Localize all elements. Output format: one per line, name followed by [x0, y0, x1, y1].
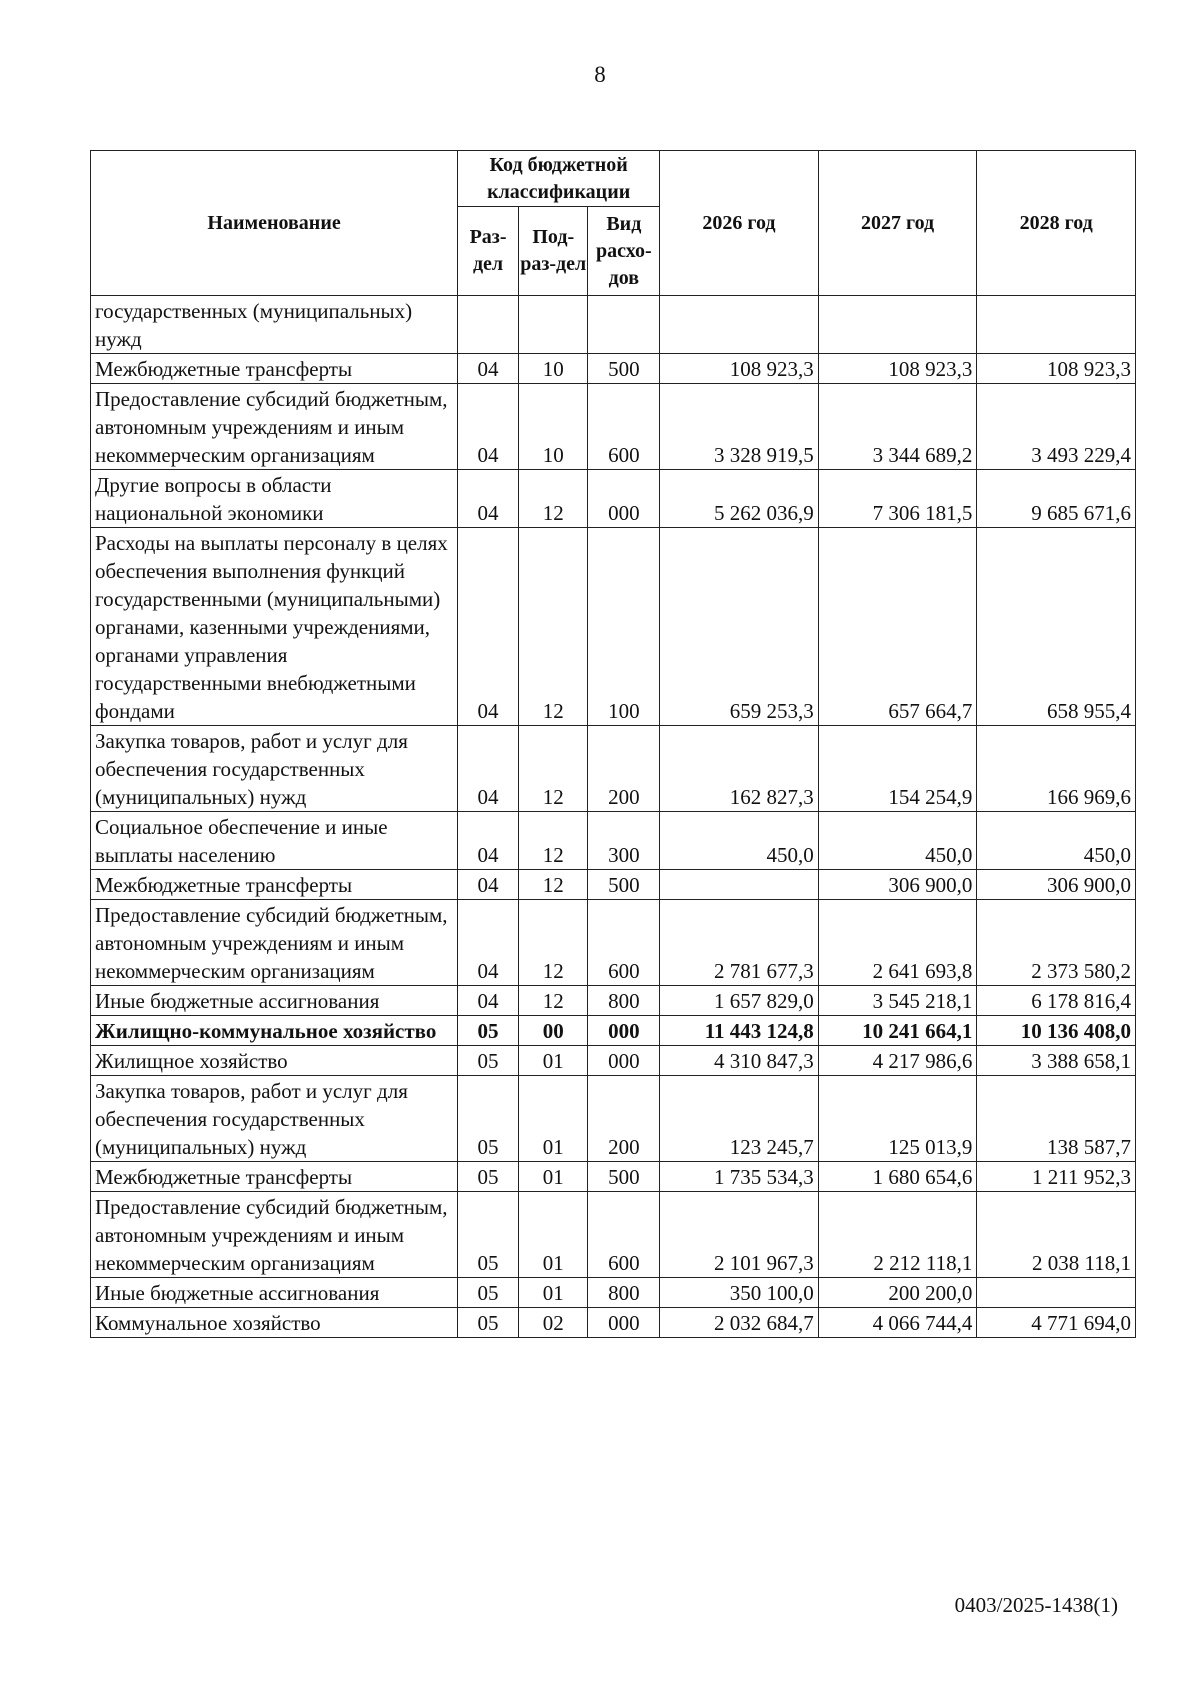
row-name-cell: Жилищное хозяйство [91, 1046, 458, 1076]
row-podrazdel-cell: 12 [518, 470, 588, 528]
budget-table [90, 150, 1136, 1338]
row-name-cell: Закупка товаров, работ и услуг для обеспечения государственных (муниципальных) нужд [91, 1076, 458, 1162]
row-vid-cell: 000 [588, 470, 660, 528]
row-name-cell: Межбюджетные трансферты [91, 870, 458, 900]
row-2026-cell [660, 870, 819, 900]
row-podrazdel-cell: 12 [518, 812, 588, 870]
table-row [91, 870, 1136, 900]
row-2027-cell: 2 212 118,1 [818, 1192, 977, 1278]
row-2026-cell: 1 657 829,0 [660, 986, 819, 1016]
row-2028-cell: 3 493 229,4 [977, 384, 1136, 470]
row-2026-cell [660, 296, 819, 354]
row-name-cell: Предоставление субсидий бюджетным, автономным учреждениям и иным некоммерческим организациям [91, 384, 458, 470]
row-razdel-cell: 04 [458, 870, 519, 900]
table-row [91, 470, 1136, 528]
row-2026-cell: 162 827,3 [660, 726, 819, 812]
row-2028-cell: 2 373 580,2 [977, 900, 1136, 986]
row-2027-cell: 108 923,3 [818, 354, 977, 384]
row-vid-cell: 300 [588, 812, 660, 870]
row-podrazdel-cell: 12 [518, 900, 588, 986]
row-podrazdel-cell: 10 [518, 384, 588, 470]
row-vid-cell: 500 [588, 1162, 660, 1192]
table-row [91, 354, 1136, 384]
row-2026-cell: 350 100,0 [660, 1278, 819, 1308]
row-2027-cell: 306 900,0 [818, 870, 977, 900]
row-2026-cell: 659 253,3 [660, 528, 819, 726]
row-razdel-cell [458, 296, 519, 354]
table-row [91, 1076, 1136, 1162]
row-razdel-cell: 04 [458, 900, 519, 986]
row-name-cell: Предоставление субсидий бюджетным, автономным учреждениям и иным некоммерческим организациям [91, 900, 458, 986]
table-header [91, 151, 1136, 296]
row-podrazdel-cell: 01 [518, 1076, 588, 1162]
row-razdel-cell: 04 [458, 812, 519, 870]
row-podrazdel-cell: 10 [518, 354, 588, 384]
row-2026-cell: 123 245,7 [660, 1076, 819, 1162]
page-number: 8 [594, 62, 606, 87]
row-2028-cell: 2 038 118,1 [977, 1192, 1136, 1278]
row-2027-cell: 10 241 664,1 [818, 1016, 977, 1046]
row-razdel-cell: 05 [458, 1016, 519, 1046]
row-vid-cell: 000 [588, 1308, 660, 1338]
row-2026-cell: 1 735 534,3 [660, 1162, 819, 1192]
row-2027-cell: 4 217 986,6 [818, 1046, 977, 1076]
row-razdel-cell: 05 [458, 1046, 519, 1076]
row-razdel-cell: 04 [458, 470, 519, 528]
row-2027-cell: 4 066 744,4 [818, 1308, 977, 1338]
row-podrazdel-cell: 01 [518, 1046, 588, 1076]
row-2028-cell: 3 388 658,1 [977, 1046, 1136, 1076]
row-2028-cell: 658 955,4 [977, 528, 1136, 726]
row-name-cell: Закупка товаров, работ и услуг для обеспечения государственных (муниципальных) нужд [91, 726, 458, 812]
table-row [91, 1308, 1136, 1338]
row-name-cell: государственных (муниципальных) нужд [91, 296, 458, 354]
header-2028: 2028 год [977, 151, 1136, 296]
row-podrazdel-cell: 12 [518, 528, 588, 726]
table-row [91, 528, 1136, 726]
row-vid-cell: 500 [588, 870, 660, 900]
header-code-group: Код бюджетной классификации [458, 151, 660, 207]
table-row [91, 726, 1136, 812]
row-razdel-cell: 05 [458, 1076, 519, 1162]
row-2027-cell: 154 254,9 [818, 726, 977, 812]
row-2026-cell: 11 443 124,8 [660, 1016, 819, 1046]
row-2028-cell [977, 1278, 1136, 1308]
row-razdel-cell: 04 [458, 528, 519, 726]
row-2027-cell [818, 296, 977, 354]
row-name-cell: Иные бюджетные ассигнования [91, 1278, 458, 1308]
row-2026-cell: 4 310 847,3 [660, 1046, 819, 1076]
row-vid-cell: 600 [588, 900, 660, 986]
row-vid-cell: 000 [588, 1016, 660, 1046]
row-2028-cell: 450,0 [977, 812, 1136, 870]
row-name-cell: Коммунальное хозяйство [91, 1308, 458, 1338]
document-code: 0403/2025-1438(1) [954, 1593, 1118, 1617]
row-razdel-cell: 05 [458, 1192, 519, 1278]
row-vid-cell: 500 [588, 354, 660, 384]
row-2028-cell: 10 136 408,0 [977, 1016, 1136, 1046]
row-2028-cell: 9 685 671,6 [977, 470, 1136, 528]
row-podrazdel-cell: 02 [518, 1308, 588, 1338]
row-2027-cell: 450,0 [818, 812, 977, 870]
row-2027-cell: 125 013,9 [818, 1076, 977, 1162]
row-name-cell: Межбюджетные трансферты [91, 1162, 458, 1192]
header-2027: 2027 год [818, 151, 977, 296]
row-name-cell: Предоставление субсидий бюджетным, автономным учреждениям и иным некоммерческим организациям [91, 1192, 458, 1278]
row-name-cell: Иные бюджетные ассигнования [91, 986, 458, 1016]
row-vid-cell: 200 [588, 726, 660, 812]
table-row [91, 1278, 1136, 1308]
row-2028-cell [977, 296, 1136, 354]
row-razdel-cell: 05 [458, 1278, 519, 1308]
row-vid-cell: 600 [588, 1192, 660, 1278]
row-2028-cell: 138 587,7 [977, 1076, 1136, 1162]
header-2026: 2026 год [660, 151, 819, 296]
row-podrazdel-cell: 12 [518, 986, 588, 1016]
row-2028-cell: 166 969,6 [977, 726, 1136, 812]
header-podrazdel: Под-раз-дел [518, 207, 588, 296]
row-2027-cell: 2 641 693,8 [818, 900, 977, 986]
table-row [91, 1016, 1136, 1046]
row-2027-cell: 657 664,7 [818, 528, 977, 726]
table-row [91, 1162, 1136, 1192]
row-razdel-cell: 05 [458, 1162, 519, 1192]
row-podrazdel-cell: 12 [518, 726, 588, 812]
header-razdel: Раз-дел [458, 207, 519, 296]
row-name-cell: Другие вопросы в области национальной экономики [91, 470, 458, 528]
row-podrazdel-cell: 01 [518, 1162, 588, 1192]
row-podrazdel-cell: 01 [518, 1192, 588, 1278]
row-2026-cell: 2 032 684,7 [660, 1308, 819, 1338]
row-name-cell: Жилищно-коммунальное хозяйство [91, 1016, 458, 1046]
row-2026-cell: 3 328 919,5 [660, 384, 819, 470]
table-row [91, 900, 1136, 986]
row-vid-cell [588, 296, 660, 354]
row-razdel-cell: 05 [458, 1308, 519, 1338]
row-name-cell: Социальное обеспечение и иные выплаты населению [91, 812, 458, 870]
row-2027-cell: 200 200,0 [818, 1278, 977, 1308]
row-vid-cell: 200 [588, 1076, 660, 1162]
row-2026-cell: 5 262 036,9 [660, 470, 819, 528]
header-vid: Вид расхо-дов [588, 207, 660, 296]
row-2028-cell: 6 178 816,4 [977, 986, 1136, 1016]
row-podrazdel-cell: 01 [518, 1278, 588, 1308]
row-2027-cell: 1 680 654,6 [818, 1162, 977, 1192]
row-2027-cell: 3 545 218,1 [818, 986, 977, 1016]
row-razdel-cell: 04 [458, 986, 519, 1016]
table-row [91, 296, 1136, 354]
row-2028-cell: 4 771 694,0 [977, 1308, 1136, 1338]
row-2028-cell: 1 211 952,3 [977, 1162, 1136, 1192]
table-row [91, 1192, 1136, 1278]
row-2026-cell: 450,0 [660, 812, 819, 870]
row-name-cell: Расходы на выплаты персоналу в целях обеспечения выполнения функций государственными (муниципальными) органами, казенными учреждениями, органами управления государственными внебюджетными фондами [91, 528, 458, 726]
row-vid-cell: 600 [588, 384, 660, 470]
row-2026-cell: 2 781 677,3 [660, 900, 819, 986]
table-body [91, 296, 1136, 1338]
row-name-cell: Межбюджетные трансферты [91, 354, 458, 384]
row-podrazdel-cell [518, 296, 588, 354]
row-vid-cell: 000 [588, 1046, 660, 1076]
row-razdel-cell: 04 [458, 354, 519, 384]
row-podrazdel-cell: 00 [518, 1016, 588, 1046]
row-2028-cell: 306 900,0 [977, 870, 1136, 900]
header-name: Наименование [91, 151, 458, 296]
row-podrazdel-cell: 12 [518, 870, 588, 900]
table-row [91, 384, 1136, 470]
table-row [91, 812, 1136, 870]
row-2027-cell: 7 306 181,5 [818, 470, 977, 528]
table-row [91, 1046, 1136, 1076]
row-vid-cell: 800 [588, 986, 660, 1016]
row-razdel-cell: 04 [458, 726, 519, 812]
row-2026-cell: 2 101 967,3 [660, 1192, 819, 1278]
row-2026-cell: 108 923,3 [660, 354, 819, 384]
row-vid-cell: 100 [588, 528, 660, 726]
row-vid-cell: 800 [588, 1278, 660, 1308]
row-razdel-cell: 04 [458, 384, 519, 470]
table-row [91, 986, 1136, 1016]
row-2027-cell: 3 344 689,2 [818, 384, 977, 470]
row-2028-cell: 108 923,3 [977, 354, 1136, 384]
